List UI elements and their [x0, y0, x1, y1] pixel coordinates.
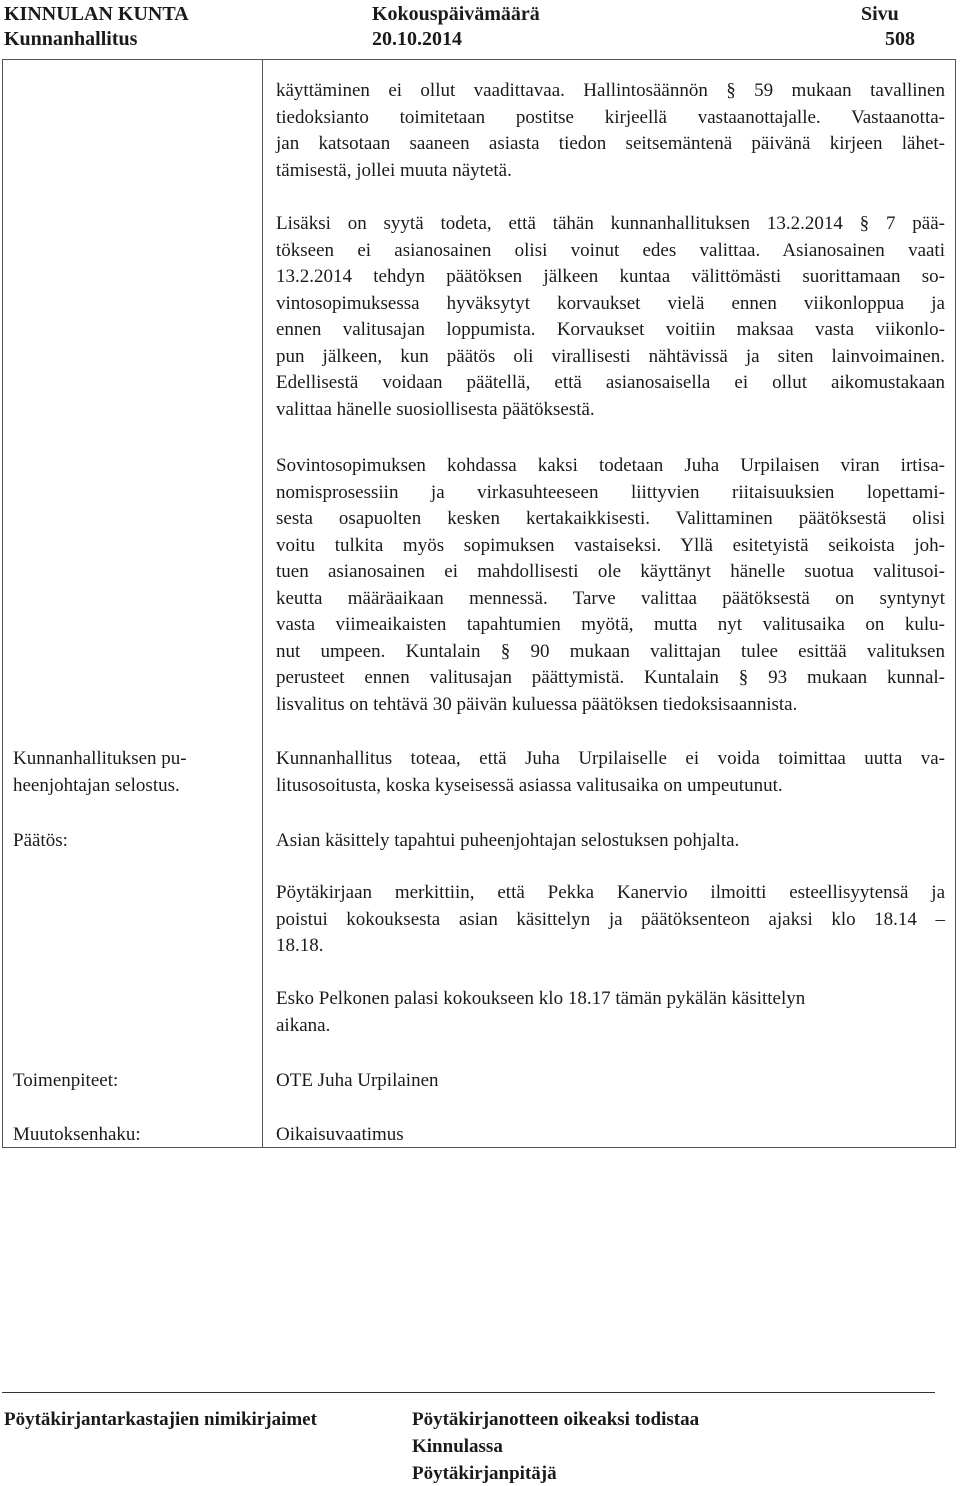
text-line: jan katsotaan saaneen asiasta tiedon seitsemäntenä päivänä kirjeen lähet-: [276, 133, 945, 154]
decision-label: Päätös:: [13, 830, 68, 851]
text-line: keutta määräaikaan mennessä. Tarve valittaa päätöksestä on syntynyt: [276, 587, 945, 609]
text-line: tökseen ei asianosainen olisi voinut edes valittaa. Asianosainen vaati: [276, 239, 945, 261]
page-label: Sivu: [861, 3, 899, 25]
appeal-value: [276, 1122, 945, 1149]
footer-keeper: Pöytäkirjanpitäjä: [412, 1463, 557, 1484]
text-line: tiedoksianto toimitetaan postitse kirjeellä vastaanottajalle. Vastaanotta-: [276, 106, 945, 128]
text-line: Oikaisuvaatimus: [276, 1124, 404, 1145]
text-line: perusteet ennen valitusajan päättymistä. Kuntalain § 93 mukaan kunnal-: [276, 667, 945, 688]
text-line: litusosoitusta, koska kyseisessä asiassa valitusaika on umpeutunut.: [276, 774, 783, 796]
actions-value: [276, 1068, 945, 1095]
meeting-body: Kunnanhallitus: [4, 28, 138, 50]
text-line: sesta osapuolten kesken kertakaikkisesti. Valittaminen päätöksestä olisi: [276, 508, 945, 529]
paragraph-settlement: [276, 453, 945, 718]
chair-statement-label: [13, 746, 253, 799]
text-line: Asian käsittely tapahtui puheenjohtajan selostuksen pohjalta.: [276, 830, 740, 851]
text-line: voitu tulkita myös sopimuksen vastaiseksi. Yllä esitetyistä seikoista joh-: [276, 534, 945, 556]
paragraph-no-appeal: [276, 211, 945, 423]
label-line: Kunnanhallituksen pu-: [13, 748, 187, 769]
text-line: vintosopimuksessa hyväksytyt korvaukset vielä ennen viikonloppua ja: [276, 292, 945, 314]
text-line: nut umpeen. Kuntalain § 90 mukaan valittajan tulee esittää valituksen: [276, 640, 945, 662]
appeal-label: Muutoksenhaku:: [13, 1124, 141, 1145]
text-line: OTE Juha Urpilainen: [276, 1070, 439, 1091]
paragraph-service-of-notice: [276, 78, 945, 184]
paragraph-decision: [276, 828, 945, 855]
label-line: heenjohtajan selostus.: [13, 774, 180, 796]
text-line: Edellisestä voidaan päätellä, että asianosaisella ei ollut aikomustakaan: [276, 372, 945, 393]
column-divider: [262, 59, 263, 1148]
text-line: tuen asianosainen ei mahdollisesti ole käyttänyt hänelle suotua valitusoi-: [276, 561, 945, 582]
actions-label: Toimenpiteet:: [13, 1070, 119, 1091]
text-line: Sovintosopimuksen kohdassa kaksi todetaan Juha Urpilaisen viran irtisa-: [276, 455, 945, 476]
text-line: ennen valitusajan loppumista. Korvaukset voitiin maksaa vasta viikonlo-: [276, 319, 945, 340]
text-line: 18.18.: [276, 935, 324, 956]
text-line: aikana.: [276, 1014, 331, 1036]
text-line: käyttäminen ei ollut vaadittavaa. Hallintosäännön § 59 mukaan tavallinen: [276, 80, 945, 101]
paragraph-recusal: [276, 880, 945, 960]
text-line: pun jälkeen, kun päätös oli virallisesti nähtävissä ja siten lainvoimainen.: [276, 345, 945, 367]
paragraph-board-statement: [276, 746, 945, 799]
text-line: Esko Pelkonen palasi kokoukseen klo 18.17 tämän pykälän käsittelyn: [276, 988, 806, 1009]
text-line: nomisprosessiin ja virkasuhteeseen liittyvien riitaisuuksien lopettami-: [276, 481, 945, 503]
text-line: poistui kokouksesta asian käsittelyn ja päätöksenteon ajaksi klo 18.14 –: [276, 908, 945, 930]
text-line: Lisäksi on syytä todeta, että tähän kunnanhallituksen 13.2.2014 § 7 pää-: [276, 213, 945, 234]
text-line: tämisestä, jollei muuta näytetä.: [276, 159, 512, 181]
footer-certified-label: Pöytäkirjanotteen oikeaksi todistaa: [412, 1409, 700, 1430]
municipality-name: KINNULAN KUNTA: [4, 3, 189, 25]
footer-place: Kinnulassa: [412, 1436, 503, 1457]
paragraph-return: [276, 986, 945, 1039]
text-line: vasta viimeaikaisten tapahtumien myötä, mutta nyt valitusaika on kulu-: [276, 614, 945, 635]
page-number: 508: [885, 28, 915, 50]
text-line: Pöytäkirjaan merkittiin, että Pekka Kanervio ilmoitti esteellisyytensä ja: [276, 882, 945, 903]
text-line: lisvalitus on tehtävä 30 päivän kuluessa päätöksen tiedoksisaannista.: [276, 693, 798, 715]
text-line: 13.2.2014 tehdyn päätöksen jälkeen kuntaa välittömästi suorittamaan so-: [276, 266, 945, 287]
text-line: valittaa hänelle suosiollisesta päätöksestä.: [276, 398, 595, 420]
footer-signatures-label: Pöytäkirjantarkastajien nimikirjaimet: [4, 1409, 317, 1430]
text-line: Kunnanhallitus toteaa, että Juha Urpilaiselle ei voida toimittaa uutta va-: [276, 748, 945, 769]
footer-divider: [2, 1392, 935, 1393]
meeting-date: 20.10.2014: [372, 28, 462, 50]
date-label: Kokouspäivämäärä: [372, 3, 540, 25]
